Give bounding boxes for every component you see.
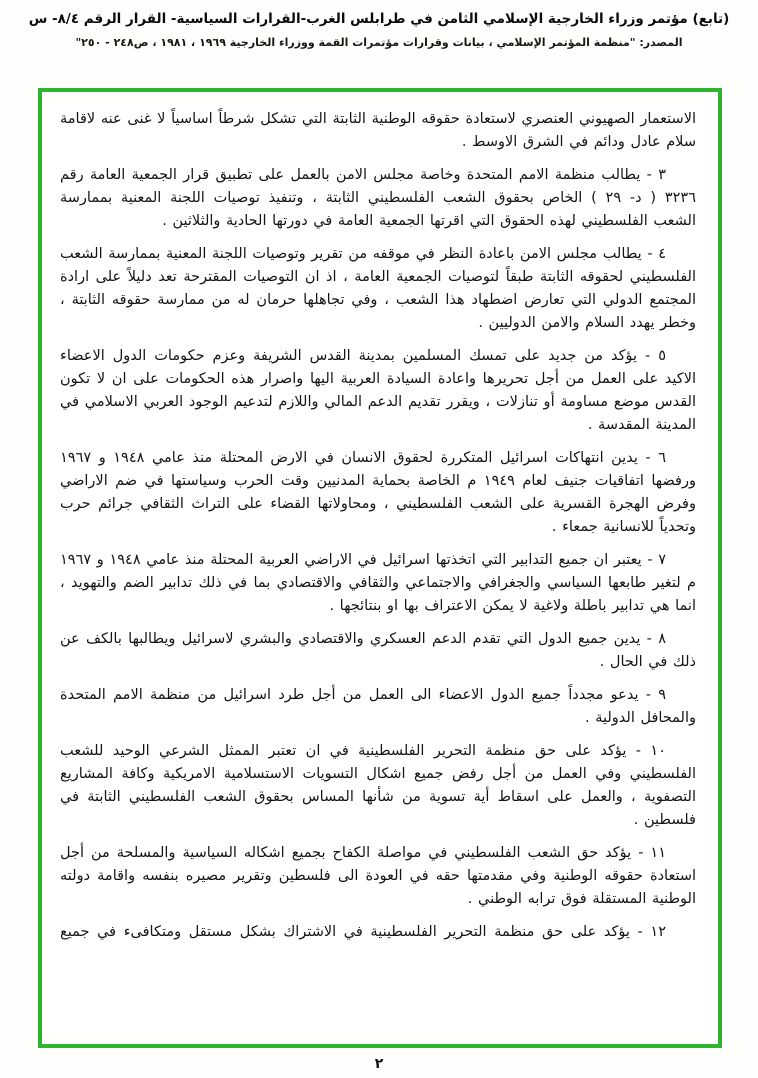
paragraph-3: ٣ - يطالب منظمة الامم المتحدة وخاصة مجلس الامن بالعمل على تطبيق قرار الجمعية العامة رقم ٣٢٣٦ ( د- ٢٩ ) الخاص بحقوق الشعب الفلسطيني الثابتة ، وتنفيذ توصيات اللجنة المعنية بممارسة الشعب الفلسطيني لهذه الحقوق التي اقرتها الجمعية العامة في دورتها الحادية والثلاثين . [60,167,696,229]
paragraph-4: ٤ - يطالب مجلس الامن باعادة النظر في موقفه من تقرير وتوصيات اللجنة المعنية بممارسة الشعب الفلسطيني لحقوقه الثابتة طبقاً لتوصيات الجمعية العامة ، اذ ان التوصيات المقترحة تعد دليلاً على ارادة المجتمع الدولي التي تعارض اضطهاد هذا الشعب ، وفي تجاهلها حرمان له من ممارسة حقوقه الثابتة ، وخطر يهدد السلام والامن الدوليين . [60,246,696,331]
paragraph-9: ٩ - يدعو مجدداً جميع الدول الاعضاء الى العمل من أجل طرد اسرائيل من منظمة الامم المتحدة والمحافل الدولية . [60,687,696,726]
header-source: المصدر: "منظمة المؤتمر الإسلامي ، بيانات وقرارات مؤتمرات القمة ووزراء الخارجية ١٩٦٩ ، ١٩٨١ ، ص٢٤٨ - ٢٥٠" [75,36,683,49]
paragraph-7: ٧ - يعتبر ان جميع التدابير التي اتخذتها اسرائيل في الاراضي العربية المحتلة منذ عامي ١٩٤٨ و ١٩٦٧ م لتغير طابعها السياسي والجغرافي والاجتماعي والثقافي والاقتصادي بما في ذلك تدابير الضم والتهويد ، انما هي تدابير باطلة ولاغية لا يمكن الاعتراف بها او بنتائجها . [60,552,696,614]
paragraph-10: ١٠ - يؤكد على حق منظمة التحرير الفلسطينية في ان تعتبر الممثل الشرعي الوحيد للشعب الفلسطيني وفي العمل من أجل رفض جميع اشكال التسويات الاستسلامية الامريكية وكافة المشاريع التصفوية ، والعمل على اسقاط أية تسوية من شأنها المساس بحقوق الشعب الفلسطيني الثابتة في فلسطين . [60,743,696,828]
paragraph-8: ٨ - يدين جميع الدول التي تقدم الدعم العسكري والاقتصادي والبشري لاسرائيل ويطالبها بالكف عن ذلك في الحال . [60,631,696,670]
document-body [60,108,696,944]
paragraph-continuation: الاستعمار الصهيوني العنصري لاستعادة حقوقه الوطنية الثابتة التي تشكل شرطاً اساسياً لا غنى عنه لاقامة سلام عادل ودائم في الشرق الاوسط . [60,111,696,150]
paragraph-11: ١١ - يؤكد حق الشعب الفلسطيني في مواصلة الكفاح بجميع اشكاله السياسية والمسلحة من أجل استعادة حقوقه الوطنية وفي مقدمتها حقه في العودة الى فلسطين وتقرير مصيره بنفسه واقامة دولته الوطنية المستقلة فوق ترابه الوطني . [60,845,696,907]
header-title: (تابع) مؤتمر وزراء الخارجية الإسلامي الثامن في طرابلس الغرب-القرارات السياسية- القرار الرقم ٨/٤- س [28,11,730,27]
page-number: ٢ [374,1056,384,1072]
paragraph-12: ١٢ - يؤكد على حق منظمة التحرير الفلسطينية في الاشتراك بشكل مستقل ومتكافىء في جميع [60,924,666,940]
document-header [0,0,758,51]
paragraph-6: ٦ - يدين انتهاكات اسرائيل المتكررة لحقوق الانسان في الارض المحتلة منذ عامي ١٩٤٨ و ١٩٦٧ ورفضها اتفاقيات جنيف لعام ١٩٤٩ م الخاصة بحماية المدنيين وقت الحرب وسياستها في ضم الاراضي وفرض الهجرة القسرية على الشعب الفلسطيني ، ومحاولاتها القضاء على التراث الثقافي جرائم حرب وتحدياً للانسانية جمعاء . [60,450,696,535]
document-frame [38,88,722,1048]
paragraph-5: ٥ - يؤكد من جديد على تمسك المسلمين بمدينة القدس الشريفة وعزم حكومات الدول الاعضاء الاكيد على العمل من أجل تحريرها واعادة السيادة العربية اليها واصرار هذه الحكومات على ان لا تكون القدس موضع مساومة أو تنازلات ، ويقرر تقديم الدعم المالي واللازم لتدعيم الوجود العربي الاسلامي في المدينة المقدسة . [60,348,696,433]
